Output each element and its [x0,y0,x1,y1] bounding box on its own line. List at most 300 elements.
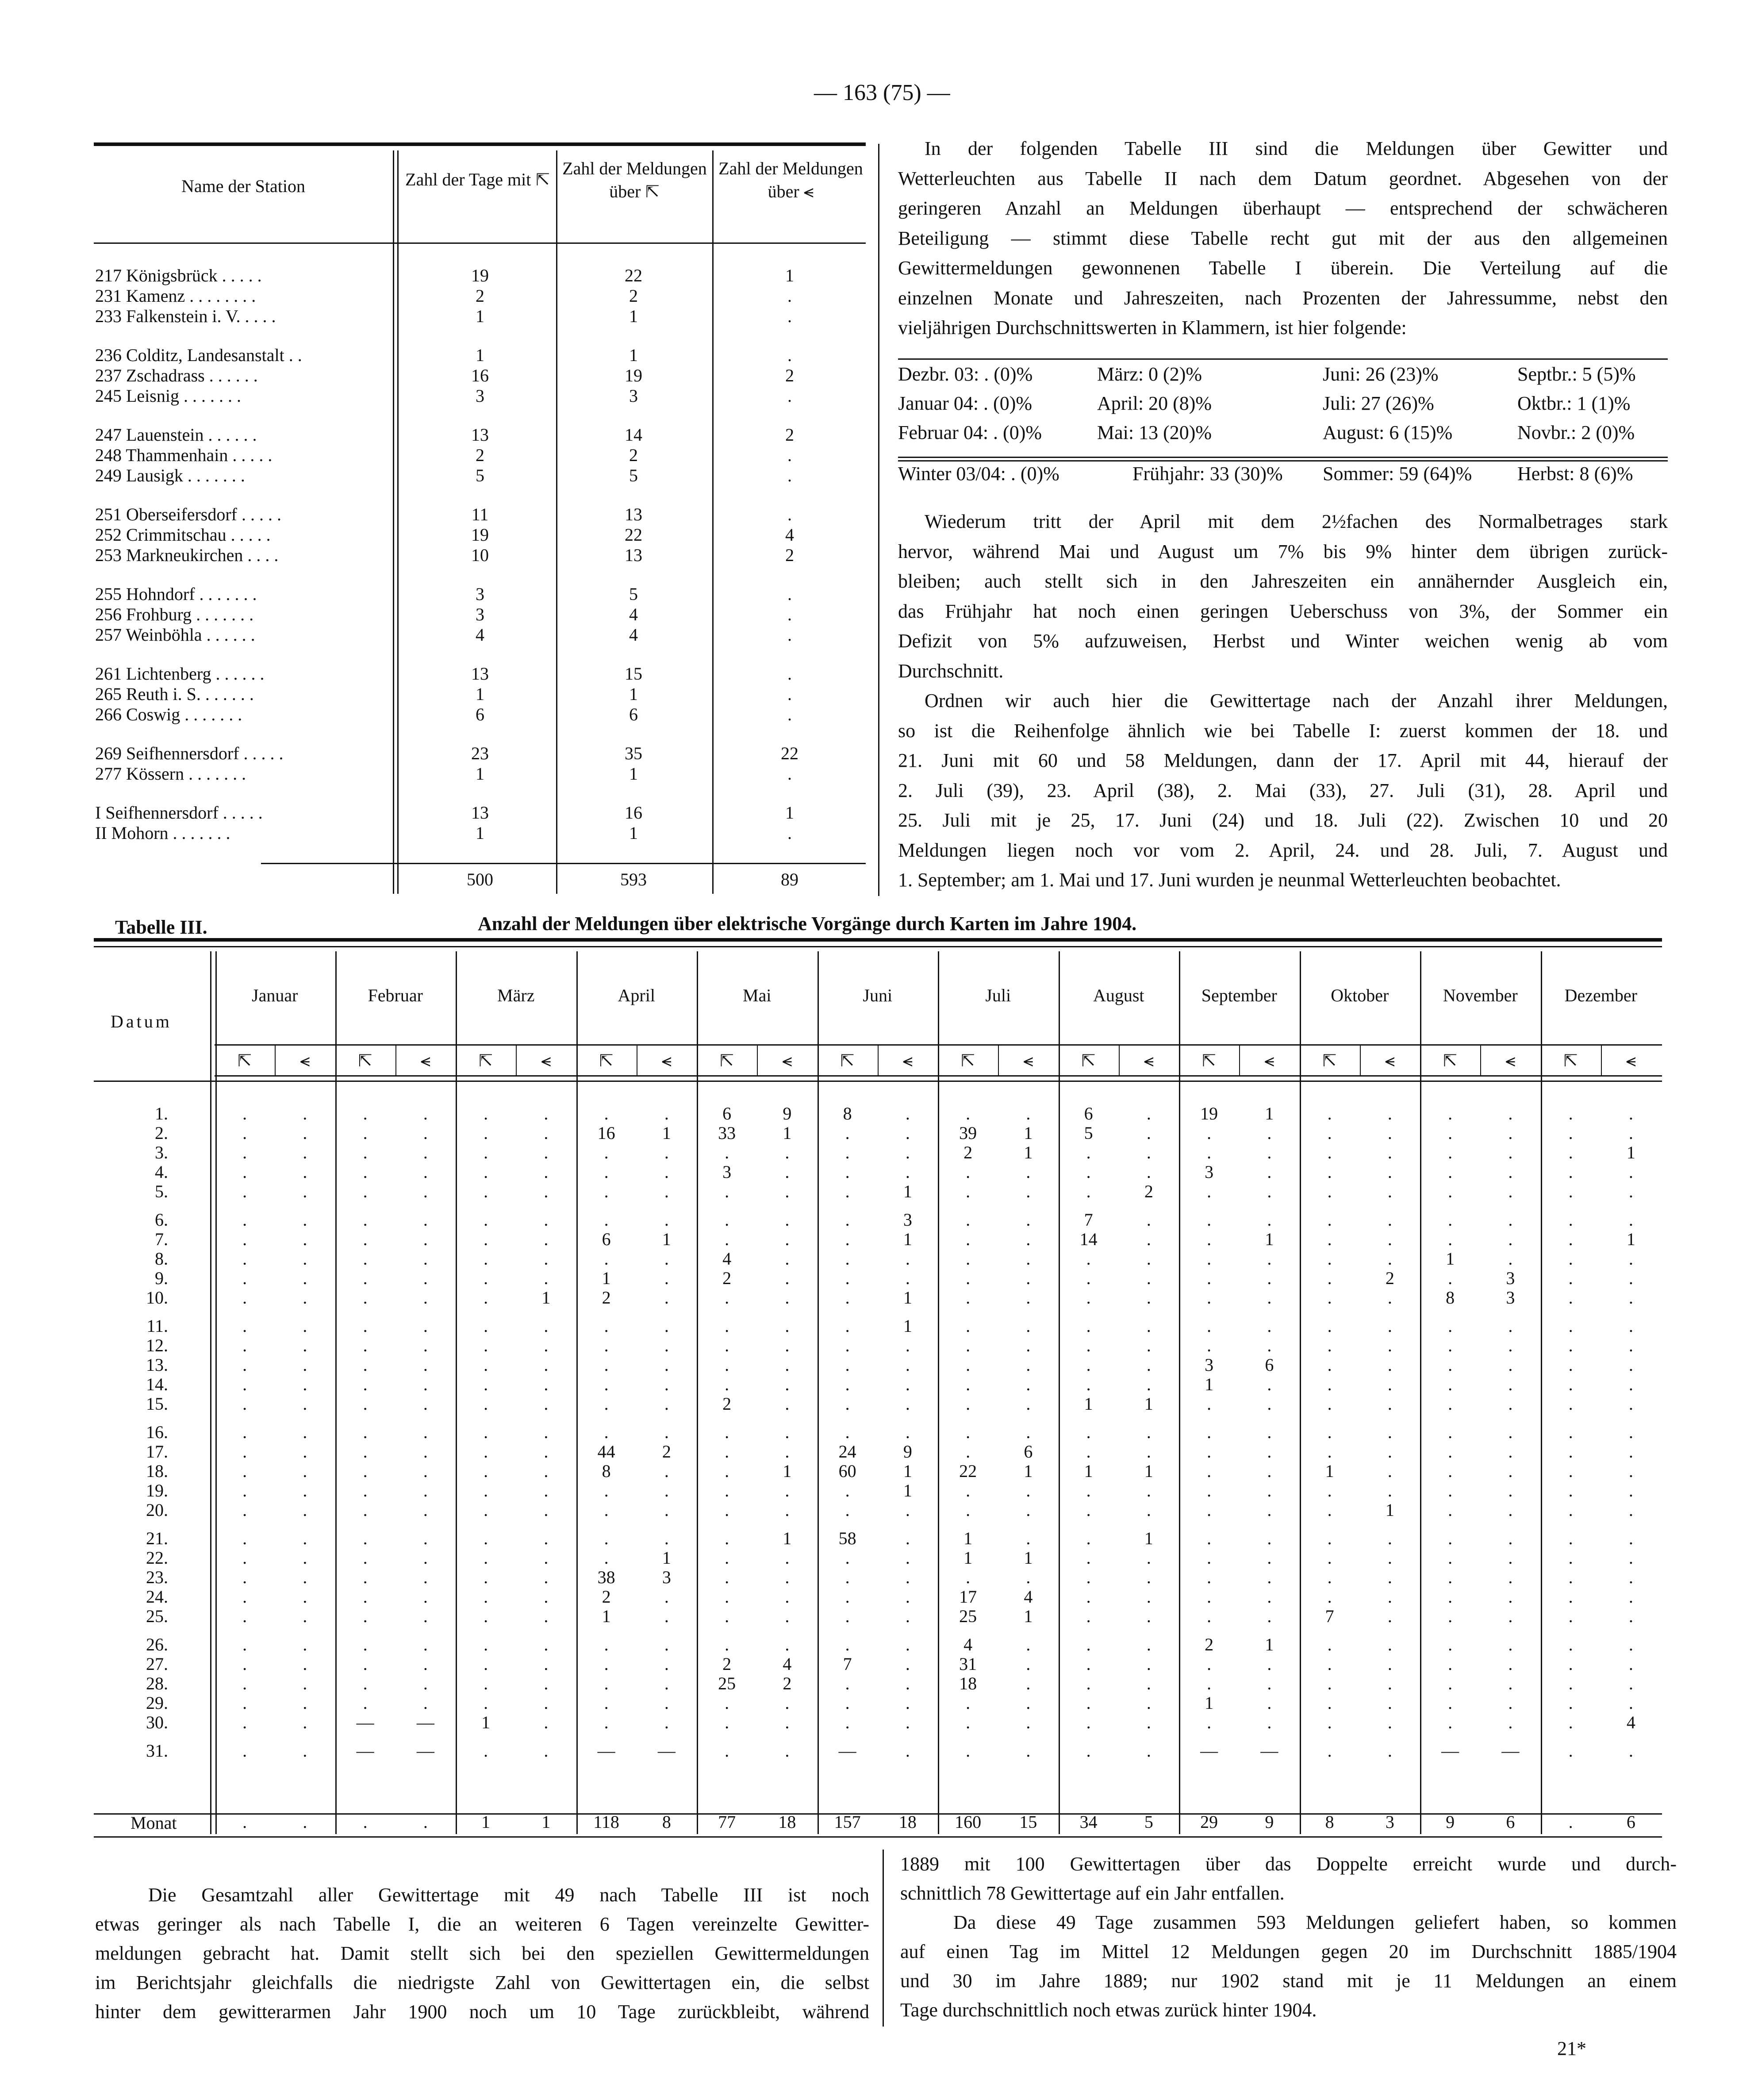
table3-cell: 1 [963,1528,973,1548]
text-line: 21. Juni mit 60 und 58 Meldungen, dann der 17. April mit 44, hierauf der [898,750,1668,771]
table3-top-rule [94,938,1662,942]
table3-cell: . [664,1693,669,1713]
table3-cell: . [1267,1181,1272,1201]
table3-cell: . [1508,1142,1513,1162]
table3-cell: . [845,1693,850,1713]
table3-cell: . [484,1461,488,1481]
lightning-symbol: ⪪ [1385,1050,1395,1070]
table3-cell: . [484,1528,488,1548]
table3-cell: . [604,1654,609,1674]
table3-cell: 2 [963,1142,973,1162]
day-label: 19. [146,1481,168,1500]
pct-cell: Novbr.: 2 (0)% [1517,422,1635,443]
table3-cell: . [1448,1394,1453,1414]
table3-cell: . [1448,1461,1453,1481]
table3-cell: . [1026,1741,1031,1761]
table3-cell: . [303,1461,307,1481]
table3-cell: . [1026,1654,1031,1674]
bottom-left-line: Die Gesamtzahl aller Gewittertage mit 49 nach Tabelle III ist noch [148,1884,869,1906]
day-label: 15. [146,1394,168,1414]
table3-cell: . [725,1548,729,1568]
table3-cell: . [1448,1229,1453,1249]
table3-cell: . [242,1712,247,1732]
table3-cell: . [1327,1587,1332,1607]
table3-cell: . [1387,1229,1392,1249]
table3-cell: . [544,1229,549,1249]
table3-cell: 38 [597,1567,615,1587]
table3-cell: 1 [1205,1374,1214,1394]
table3-cell: 1 [481,1712,491,1732]
table3-cell: . [303,1162,307,1182]
table3-cell: . [725,1635,729,1654]
thunder-symbol: ⇱ [960,1050,975,1070]
table1-header-days: Zahl der Tage mit ⇱ [405,169,550,189]
table3-cell: . [785,1741,790,1761]
meldungen-g-value: 3 [629,386,638,406]
meldungen-w-value: 4 [785,525,794,545]
table3-cell: . [1146,1567,1151,1587]
table3-cell: . [544,1394,549,1414]
table3-cell: . [785,1355,790,1375]
monat-cell: 1 [481,1812,491,1832]
table3-cell: 1 [662,1123,671,1143]
table3-cell: . [363,1229,368,1249]
table3-cell: . [604,1528,609,1548]
table3-cell: . [1628,1461,1633,1481]
table3-cell: . [725,1461,729,1481]
month-header: August [1093,985,1144,1005]
table3-cell: . [845,1500,850,1520]
table3-cell: . [1508,1104,1513,1123]
table3-cell: . [303,1123,307,1143]
table3-cell: . [1387,1442,1392,1462]
pct-table-mid-rule [898,460,1668,462]
table3-cell: . [664,1316,669,1336]
table3-cell: . [1327,1693,1332,1713]
table3-cell: . [966,1712,971,1732]
table3-cell: 2 [722,1394,732,1414]
monat-cell: 6 [1626,1812,1635,1832]
table3-cell: 33 [718,1123,736,1143]
table3-cell: . [303,1374,307,1394]
pct-cell: Dezbr. 03: . (0)% [898,363,1033,385]
datum-column-rule [210,951,211,1834]
table3-cell: . [1508,1567,1513,1587]
station-name: 248 Thammenhain . . . . . [95,445,273,465]
table3-cell: 1 [903,1288,912,1308]
table3-cell: . [484,1548,488,1568]
table3-cell: . [363,1288,368,1308]
monat-cell: . [242,1812,247,1832]
table3-cell: . [604,1481,609,1500]
table3-cell: . [664,1288,669,1308]
table3-cell: . [303,1528,307,1548]
table3-cell: . [604,1249,609,1269]
table3-cell: . [1568,1142,1573,1162]
table3-cell: . [1448,1442,1453,1462]
table3-cell: . [664,1104,669,1123]
table1-header-rule [94,242,866,244]
table3-cell: . [664,1210,669,1230]
table3-cell: . [1207,1481,1212,1500]
table3-cell: . [1568,1461,1573,1481]
monat-cell: . [423,1812,428,1832]
table3-cell: . [725,1442,729,1462]
table3-cell: . [1146,1606,1151,1626]
table3-cell: . [303,1142,307,1162]
table3-cell: 31 [959,1654,977,1674]
table3-cell: . [1267,1673,1272,1693]
month-header: Februar [368,985,423,1005]
table3-cell: 1 [1265,1229,1274,1249]
table3-cell: . [785,1229,790,1249]
table3-cell: . [1387,1374,1392,1394]
day-label: 5. [155,1181,168,1201]
thunder-symbol: ⇱ [1563,1050,1578,1070]
table3-cell: . [725,1606,729,1626]
month-header: Januar [252,985,298,1005]
table3-cell: . [1568,1249,1573,1269]
table3-cell: . [1026,1500,1031,1520]
meldungen-w-value: . [787,386,792,406]
table3-cell: . [544,1316,549,1336]
table3-cell: . [1448,1528,1453,1548]
table3-cell: 8 [843,1104,852,1123]
table3-cell: . [1026,1528,1031,1548]
table3-cell: . [423,1142,428,1162]
table3-cell: . [1568,1374,1573,1394]
table3-cell: . [905,1548,910,1568]
table3-cell: . [423,1481,428,1500]
table3-cell: . [966,1481,971,1500]
station-name: 236 Colditz, Landesanstalt . . [95,345,302,365]
table3-cell: . [484,1335,488,1355]
table3-cell: . [725,1374,729,1394]
table3-cell: . [1508,1210,1513,1230]
bottom-column-divider [883,1850,884,2027]
pct-cell: April: 20 (8)% [1097,392,1212,414]
table3-cell: . [1387,1249,1392,1269]
table3-cell: . [544,1654,549,1674]
day-label: 6. [155,1210,168,1230]
table3-cell: . [544,1104,549,1123]
meldungen-g-value: 1 [629,345,638,365]
table3-cell: . [242,1210,247,1230]
table3-cell: . [1628,1335,1633,1355]
table3-cell: . [845,1288,850,1308]
meldungen-w-value: 1 [785,803,794,823]
monat-label: Monat [131,1813,177,1833]
table3-cell: . [1387,1288,1392,1308]
table3-cell: . [303,1316,307,1336]
station-name: 261 Lichtenberg . . . . . . [95,664,265,684]
day-label: 17. [146,1442,168,1462]
table3-cell: . [484,1210,488,1230]
table3-cell: . [1508,1374,1513,1394]
monat-cell: 15 [1019,1812,1037,1832]
station-name: 217 Königsbrück . . . . . [95,265,262,285]
meldungen-g-value: 4 [629,625,638,645]
table3-cell: . [242,1104,247,1123]
table3-cell: . [1086,1654,1091,1674]
table3-cell: . [1568,1394,1573,1414]
table3-cell: . [242,1673,247,1693]
table3-cell: . [1327,1654,1332,1674]
table3-cell: . [1086,1442,1091,1462]
table3-cell: . [1628,1355,1633,1375]
table3-cell: . [484,1394,488,1414]
table3-cell: 1 [1024,1461,1033,1481]
monat-cell: . [1568,1812,1573,1832]
pct-cell: Februar 04: . (0)% [898,422,1042,443]
total-value: 593 [620,869,647,889]
monat-cell: 34 [1079,1812,1098,1832]
table3-cell: . [604,1673,609,1693]
table3-cell: — [838,1741,856,1761]
day-label: 10. [146,1288,168,1308]
table3-cell: . [1448,1355,1453,1375]
table3-cell: . [1387,1673,1392,1693]
table3-cell: 1 [963,1548,973,1568]
table3-cell: . [1026,1249,1031,1269]
table3-cell: 39 [959,1123,977,1143]
table3-cell: 22 [959,1461,977,1481]
table3-cell: . [1628,1673,1633,1693]
table3-cell: . [1026,1288,1031,1308]
table3-cell: . [1086,1288,1091,1308]
table3-cell: . [725,1181,729,1201]
table3-cell: 1 [903,1229,912,1249]
table3-cell: . [423,1104,428,1123]
table3-cell: . [1568,1587,1573,1607]
meldungen-g-value: 14 [625,425,642,445]
table3-cell: . [1387,1741,1392,1761]
monat-cell: 9 [1265,1812,1274,1832]
table3-cell: . [484,1162,488,1182]
table3-cell: . [242,1567,247,1587]
table3-cell: . [242,1500,247,1520]
days-value: 6 [476,704,484,724]
table3-cell: . [785,1268,790,1288]
days-value: 11 [471,504,489,524]
meldungen-w-value: . [787,465,792,485]
table3-cell: . [484,1587,488,1607]
table3-cell: . [1448,1181,1453,1201]
table3-cell: . [1327,1712,1332,1732]
table3-cell: . [423,1635,428,1654]
table3-cell: . [845,1123,850,1143]
table3-cell: . [363,1394,368,1414]
table3-cell: . [966,1316,971,1336]
table3-cell: . [785,1635,790,1654]
meldungen-g-value: 35 [625,743,642,763]
table3-cell: . [1207,1181,1212,1201]
table3-cell: . [1387,1712,1392,1732]
table3-cell: . [1448,1422,1453,1442]
table3-cell: . [484,1249,488,1269]
table3-cell: . [1146,1123,1151,1143]
table3-cell: — [356,1712,374,1732]
table3-cell: . [1387,1316,1392,1336]
table3-cell: . [785,1606,790,1626]
table3-cell: . [1146,1335,1151,1355]
table3-cell: . [1086,1587,1091,1607]
table3-cell: 4 [963,1635,973,1654]
table3-cell: . [1387,1335,1392,1355]
table3-cell: . [1568,1181,1573,1201]
table3-cell: 1 [1084,1461,1093,1481]
table3-cell: . [363,1316,368,1336]
table3-cell: . [785,1316,790,1336]
table3-cell: . [1327,1635,1332,1654]
table3-cell: 1 [1626,1142,1635,1162]
monat-cell: 18 [898,1812,917,1832]
table3-cell: 2 [1385,1268,1394,1288]
text-line: geringeren Anzahl an Meldungen überhaupt — entsprechend der schwächeren [898,197,1668,219]
table3-cell: . [544,1500,549,1520]
table3-cell: . [1387,1635,1392,1654]
thunder-symbol: ⇱ [1081,1050,1096,1070]
pct-cell: Mai: 13 (20)% [1097,422,1212,443]
table3-cell: 1 [1265,1104,1274,1123]
table3-cell: . [484,1422,488,1442]
table3-cell: . [544,1635,549,1654]
table3-cell: . [1146,1741,1151,1761]
table3-cell: . [1267,1268,1272,1288]
table3-cell: . [303,1741,307,1761]
table3-cell: . [544,1528,549,1548]
table3-cell: 25 [959,1606,977,1626]
meldungen-w-value: . [787,625,792,645]
table3-cell: . [1267,1249,1272,1269]
table3-cell: . [484,1567,488,1587]
table3-cell: . [1568,1210,1573,1230]
table3-cell: . [363,1210,368,1230]
table3-cell: . [303,1567,307,1587]
table3-cell: 7 [1084,1210,1093,1230]
table3-cell: . [1207,1142,1212,1162]
table3-cell: . [1267,1316,1272,1336]
table3-cell: . [423,1693,428,1713]
table3-cell: . [1146,1249,1151,1269]
station-name: II Mohorn . . . . . . . [95,823,230,843]
lightning-symbol: ⪪ [782,1050,792,1070]
table3-cell: . [845,1249,850,1269]
table3-cell: . [785,1481,790,1500]
table3-cell: 60 [838,1461,856,1481]
table3-cell: 4 [722,1249,732,1269]
table3-cell: . [664,1635,669,1654]
table3-cell: 7 [1325,1606,1334,1626]
table3-cell: . [1327,1268,1332,1288]
table3-cell: 2 [722,1654,732,1674]
day-label: 12. [146,1335,168,1355]
table3-cell: . [1628,1548,1633,1568]
bottom-right-line: 1889 mit 100 Gewittertagen über das Doppelte erreicht wurde und durch- [900,1853,1677,1875]
sub-column-rule [757,1044,758,1076]
table3-cell: . [966,1374,971,1394]
table3-cell: . [544,1567,549,1587]
table3-cell: . [845,1635,850,1654]
table3-cell: . [785,1374,790,1394]
table3-cell: . [1026,1567,1031,1587]
day-label: 4. [155,1162,168,1182]
sub-column-rule [275,1044,276,1076]
pct-season-cell: Sommer: 59 (64)% [1323,463,1472,485]
table3-cell: . [1207,1461,1212,1481]
table3-cell: — [657,1741,676,1761]
table3-cell: . [303,1673,307,1693]
table3-cell: . [423,1422,428,1442]
table3-cell: . [1267,1587,1272,1607]
table3-cell: . [1086,1162,1091,1182]
table3-cell: . [664,1606,669,1626]
table3-cell: . [785,1693,790,1713]
table3-cell: . [242,1288,247,1308]
text-line: 25. Juli mit je 25, 17. Juni (24) und 18. Juli (22). Zwischen 10 und 20 [898,809,1668,831]
table3-cell: . [423,1181,428,1201]
table3-cell: . [664,1142,669,1162]
bottom-left-line: meldungen gebracht hat. Damit stellt sich bei den speziellen Gewittermeldungen [95,1942,869,1964]
table3-cell: . [1628,1374,1633,1394]
table3-cell: . [1267,1162,1272,1182]
days-value: 1 [476,764,484,784]
table3-cell: . [1086,1316,1091,1336]
table1-divider [556,150,557,894]
table3-cell: . [1568,1712,1573,1732]
table3-cell: . [1327,1142,1332,1162]
table3-cell: . [1327,1210,1332,1230]
table3-cell: . [423,1288,428,1308]
table3-cell: . [1207,1548,1212,1568]
table3-cell: . [1448,1673,1453,1693]
text-line: Meldungen liegen noch vor vom 2. April, 24. und 28. Juli, 7. August und [898,839,1668,861]
monat-cell: 1 [541,1812,551,1832]
table3-cell: . [303,1288,307,1308]
table3-cell: . [363,1335,368,1355]
table3-cell: . [1448,1567,1453,1587]
table3-cell: . [725,1741,729,1761]
table3-cell: . [1508,1693,1513,1713]
table3-cell: . [484,1229,488,1249]
table3-cell: . [664,1481,669,1500]
table3-cell: . [1207,1442,1212,1462]
station-name: 256 Frohburg . . . . . . . [95,604,254,624]
table3-cell: . [905,1104,910,1123]
table3-cell: . [1568,1442,1573,1462]
table3-cell: 2 [602,1587,611,1607]
table3-cell: . [1207,1606,1212,1626]
text-line: Gewittermeldungen gewonnenen Tabelle I überein. Die Verteilung auf die [898,257,1668,279]
table3-cell: . [1628,1316,1633,1336]
day-label: 29. [146,1693,168,1713]
table3-cell: . [725,1210,729,1230]
thunder-symbol: ⇱ [478,1050,493,1070]
month-header: Oktober [1331,985,1389,1005]
table3-cell: . [1086,1606,1091,1626]
table3-cell: . [1568,1162,1573,1182]
table3-cell: . [905,1123,910,1143]
table3-cell: . [1267,1654,1272,1674]
table3-cell: . [242,1422,247,1442]
table3-cell: . [1207,1567,1212,1587]
table3-cell: . [604,1316,609,1336]
table3-cell: . [1327,1181,1332,1201]
table3-cell: . [905,1712,910,1732]
table3-cell: . [423,1268,428,1288]
meldungen-g-value: 1 [629,306,638,326]
sub-column-rule [1601,1044,1602,1076]
